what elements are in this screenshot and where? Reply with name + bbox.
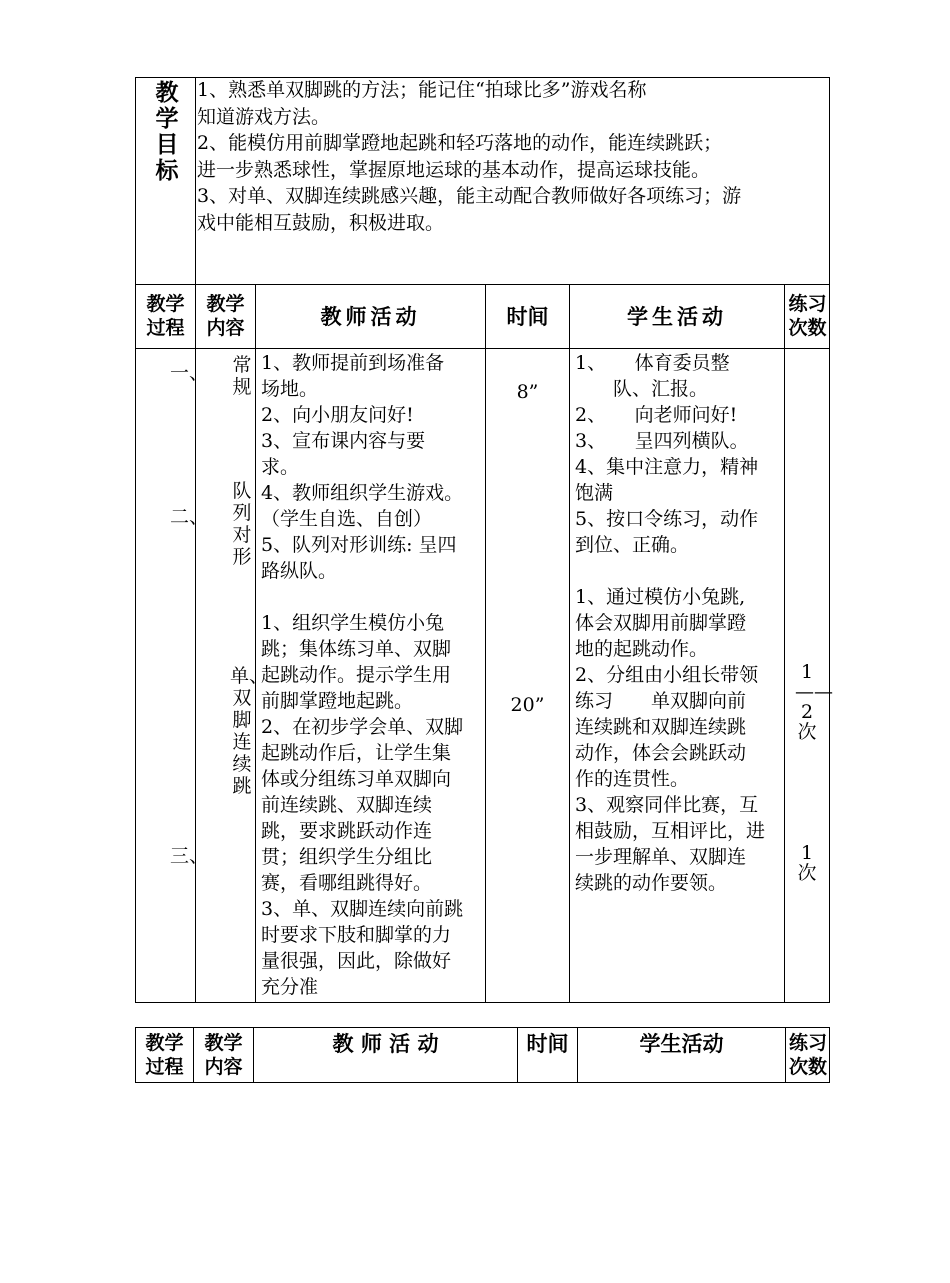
- teacher-line: （学生自选、自创）: [261, 508, 433, 530]
- student-line: 动作，体会会跳跃动: [575, 742, 747, 764]
- time-value-2: 20”: [510, 694, 545, 716]
- header-count-line: 练习: [788, 293, 827, 315]
- teacher-line: 路纵队。: [261, 560, 338, 582]
- teacher-line: 1、组织学生模仿小兔: [261, 612, 445, 634]
- teacher-line: 跳；集体练习单、双脚: [261, 638, 452, 660]
- t2-header-teacher: 教 师 活 动: [332, 1032, 439, 1056]
- objective-line: 2、能模仿用前脚掌蹬地起跳和轻巧落地的动作，能连续跳跃；: [197, 132, 723, 154]
- student-line: 1、通过模仿小兔跳,: [575, 586, 746, 608]
- header-time: 时间: [506, 305, 549, 329]
- teacher-line: 3、单、双脚连续向前跳: [261, 898, 464, 920]
- student-line: 饱满: [575, 482, 614, 504]
- col-line-2: [255, 284, 256, 1003]
- t2-header-process-line: 教学: [145, 1032, 184, 1054]
- teacher-line: [261, 584, 483, 610]
- teacher-line: 跳，要求跳跃动作连: [261, 820, 433, 842]
- t2-header-count-line: 次数: [788, 1056, 827, 1078]
- teacher-line: 1、教师提前到场准备: [261, 352, 445, 374]
- student-activity: [575, 350, 785, 896]
- t2-header-content-line: 教学: [204, 1032, 243, 1054]
- teacher-line: 4、教师组织学生游戏。: [261, 482, 464, 504]
- student-line: 相鼓励，互相评比，进: [575, 820, 766, 842]
- teacher-activity: [261, 350, 483, 1000]
- header-content-line: 内容: [206, 317, 245, 339]
- t2-header-content-line: 内容: [204, 1056, 243, 1078]
- teacher-line: 起跳动作。提示学生用: [261, 664, 452, 686]
- teacher-line: 时要求下肢和脚掌的力: [261, 924, 452, 946]
- t2-header-content: [194, 1031, 253, 1079]
- content-routine: 常规: [232, 354, 252, 398]
- header-process: [136, 292, 195, 340]
- header-teacher: 教师活动: [320, 305, 421, 329]
- student-line: 2、分组由小组长带领: [575, 664, 759, 686]
- teacher-line: 体或分组练习单双脚向: [261, 768, 452, 790]
- student-line: [575, 558, 785, 584]
- header-count: [785, 292, 830, 340]
- teacher-line: 3、宣布课内容与要: [261, 430, 426, 452]
- t2-header-count: [786, 1031, 830, 1079]
- row-divider-1: [135, 284, 830, 285]
- student-line: 队、汇报。: [575, 378, 709, 400]
- teacher-line: 赛，看哪组跳得好。: [261, 872, 433, 894]
- teacher-line: 前连续跳、双脚连续: [261, 794, 433, 816]
- t2-header-process-line: 过程: [145, 1056, 184, 1078]
- header-process-line: 教学: [146, 293, 185, 315]
- header-student: 学生活动: [627, 305, 727, 329]
- t2-header-time: 时间: [526, 1032, 569, 1056]
- process-number-2: 二、: [170, 506, 209, 528]
- col-line-4: [569, 284, 570, 1003]
- teacher-line: 充分准: [261, 976, 319, 998]
- objective-line: 戏中能相互鼓励，积极进取。: [197, 211, 445, 234]
- count-value-1: 1——2次: [795, 661, 833, 743]
- teacher-line: 2、在初步学会单、双脚: [261, 716, 464, 738]
- header-count-line: 次数: [788, 317, 827, 339]
- header-content: [196, 292, 255, 340]
- student-line: 3、观察同伴比赛，互: [575, 794, 759, 816]
- objective-line: 进一步熟悉球性，掌握原地运球的基本动作，提高运球技能。: [197, 158, 711, 181]
- student-line: 作的连贯性。: [575, 768, 690, 790]
- teacher-line: 前脚掌蹬地起跳。: [261, 690, 414, 712]
- objective-divider: [195, 77, 196, 284]
- teacher-line: 5、队列对形训练: 呈四: [261, 534, 457, 556]
- content-jump: 单、双脚连续跳: [230, 665, 269, 797]
- student-line: 5、按口令练习，动作: [575, 508, 759, 530]
- student-line: 连续跳和双脚连续跳: [575, 716, 747, 738]
- student-line: 一步理解单、双脚连: [575, 846, 747, 868]
- student-line: 2、 向老师问好!: [575, 404, 738, 426]
- t2-header-process: [136, 1031, 193, 1079]
- objective-line: 1、熟悉单双脚跳的方法；能记住“拍球比多”游戏名称: [197, 79, 647, 101]
- objectives-label: 教学目标: [155, 80, 179, 184]
- teacher-line: 贯；组织学生分组比: [261, 846, 433, 868]
- student-line: 体会双脚用前脚掌蹬: [575, 612, 747, 634]
- student-line: 续跳的动作要领。: [575, 872, 728, 894]
- time-value-1: 8”: [516, 381, 539, 403]
- process-number-1: 一、: [170, 362, 209, 384]
- col-line-1: [195, 284, 196, 1003]
- teacher-line: 求。: [261, 456, 300, 478]
- student-line: 1、 体育委员整: [575, 352, 730, 374]
- t2-header-student: 学生活动: [639, 1032, 724, 1056]
- teacher-line: 2、向小朋友问好!: [261, 404, 414, 426]
- content-formation: 队列对形: [232, 480, 252, 568]
- teacher-line: 量很强，因此，除做好: [261, 950, 452, 972]
- objective-line: 知道游戏方法。: [197, 105, 331, 128]
- objective-line: 3、对单、双脚连续跳感兴趣，能主动配合教师做好各项练习；游: [197, 185, 742, 207]
- teacher-line: 起跳动作后，让学生集: [261, 742, 452, 764]
- header-process-line: 过程: [146, 317, 185, 339]
- student-line: 到位、正确。: [575, 534, 690, 556]
- student-line: 练习 单双脚向前: [575, 690, 747, 712]
- student-line: 3、 呈四列横队。: [575, 430, 749, 452]
- student-line: 地的起跳动作。: [575, 638, 709, 660]
- teacher-line: 场地。: [261, 378, 319, 400]
- objectives-text: [197, 77, 831, 236]
- t2-header-count-line: 练习: [788, 1032, 827, 1054]
- header-content-line: 教学: [206, 293, 245, 315]
- process-number-3: 三、: [170, 845, 209, 867]
- row-divider-2: [135, 348, 830, 349]
- count-value-2: 1次: [797, 842, 817, 884]
- student-line: 4、集中注意力，精神: [575, 456, 759, 478]
